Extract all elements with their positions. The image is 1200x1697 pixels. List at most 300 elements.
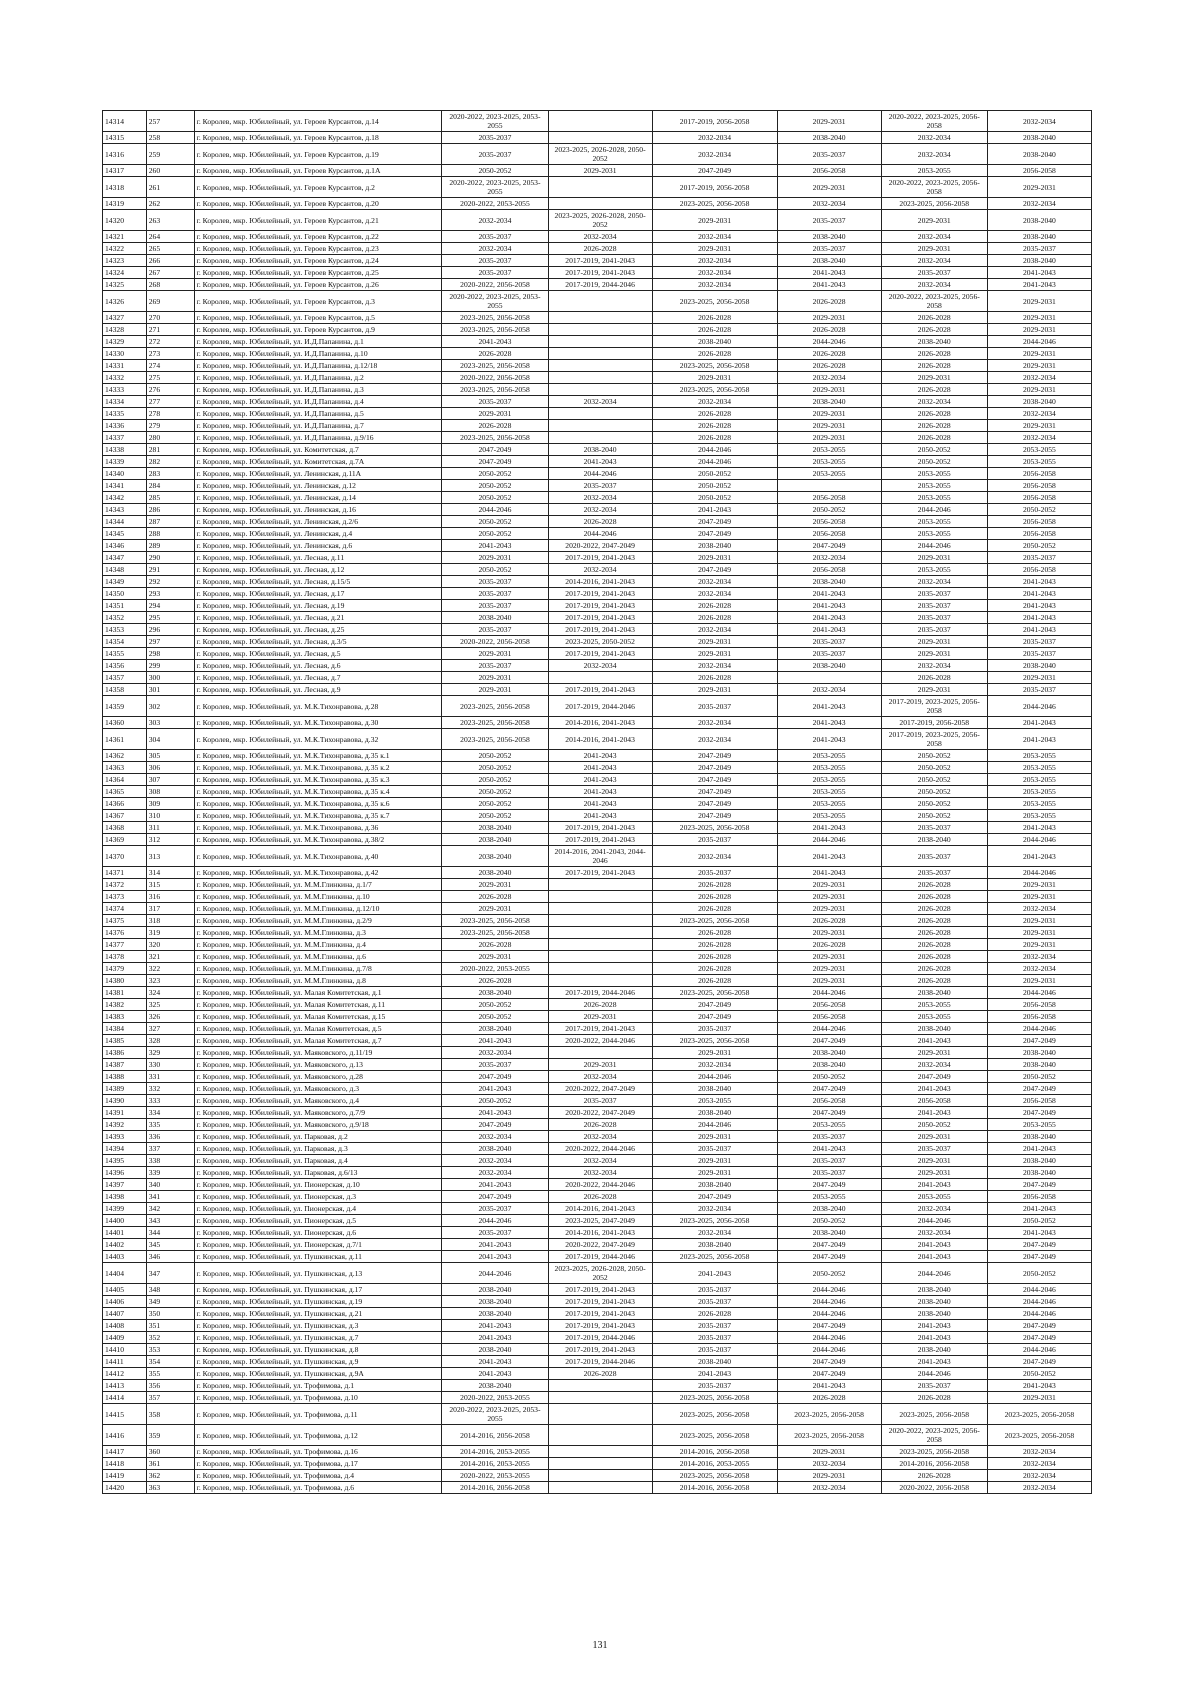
period-cell-2: 2038-2040 — [548, 444, 652, 456]
period-cell-1: 2050-2052 — [442, 1095, 548, 1107]
period-cell-5: 2053-2055 — [881, 564, 987, 576]
period-cell-3: 2050-2052 — [652, 492, 777, 504]
item-number-cell: 353 — [146, 1344, 194, 1356]
address-cell: г. Королев, мкр. Юбилейный, ул. Пушкинская, д.19 — [194, 1296, 442, 1308]
period-cell-6: 2032-2034 — [987, 963, 1091, 975]
period-cell-2: 2023-2025, 2026-2028, 2050-2052 — [548, 144, 652, 165]
period-cell-1: 2038-2040 — [442, 1023, 548, 1035]
row-number-cell: 14346 — [103, 540, 147, 552]
address-cell: г. Королев, мкр. Юбилейный, ул. Трофимова, д.1 — [194, 1380, 442, 1392]
address-cell: г. Королев, мкр. Юбилейный, ул. Героев Курсантов, д.22 — [194, 231, 442, 243]
address-cell: г. Королев, мкр. Юбилейный, ул. И.Д.Папанина, д.1 — [194, 336, 442, 348]
period-cell-1: 2041-2043 — [442, 1356, 548, 1368]
address-cell: г. Королев, мкр. Юбилейный, ул. Ленинская, д.12 — [194, 480, 442, 492]
item-number-cell: 311 — [146, 822, 194, 834]
period-cell-1: 2023-2025, 2056-2058 — [442, 312, 548, 324]
period-cell-4: 2035-2037 — [777, 636, 881, 648]
period-cell-4: 2041-2043 — [777, 1143, 881, 1155]
period-cell-2: 2029-2031 — [548, 165, 652, 177]
period-cell-6: 2050-2052 — [987, 540, 1091, 552]
address-cell: г. Королев, мкр. Юбилейный, ул. Пушкинская, д.9 — [194, 1356, 442, 1368]
period-cell-4: 2041-2043 — [777, 696, 881, 717]
period-cell-4: 2053-2055 — [777, 750, 881, 762]
period-cell-4: 2041-2043 — [777, 822, 881, 834]
period-cell-2: 2017-2019, 2041-2043 — [548, 600, 652, 612]
address-cell: г. Королев, мкр. Юбилейный, ул. Трофимова, д.10 — [194, 1392, 442, 1404]
period-cell-1: 2047-2049 — [442, 1191, 548, 1203]
period-cell-3: 2026-2028 — [652, 612, 777, 624]
period-cell-6: 2032-2034 — [987, 408, 1091, 420]
period-cell-5: 2026-2028 — [881, 915, 987, 927]
period-cell-5: 2032-2034 — [881, 1203, 987, 1215]
period-cell-4: 2041-2043 — [777, 600, 881, 612]
period-cell-4: 2026-2028 — [777, 915, 881, 927]
period-cell-3: 2032-2034 — [652, 255, 777, 267]
period-cell-5: 2026-2028 — [881, 951, 987, 963]
period-cell-1: 2014-2016, 2053-2055 — [442, 1446, 548, 1458]
table-row — [103, 1155, 1092, 1167]
table-row — [103, 324, 1092, 336]
period-cell-6: 2041-2043 — [987, 576, 1091, 588]
period-cell-2: 2017-2019, 2044-2046 — [548, 279, 652, 291]
period-cell-3: 2038-2040 — [652, 1356, 777, 1368]
address-cell: г. Королев, мкр. Юбилейный, ул. Парковая, д.4 — [194, 1155, 442, 1167]
table-row — [103, 1047, 1092, 1059]
table-row — [103, 729, 1092, 750]
table-row — [103, 1470, 1092, 1482]
item-number-cell: 318 — [146, 915, 194, 927]
table-row — [103, 1332, 1092, 1344]
period-cell-1: 2023-2025, 2056-2058 — [442, 432, 548, 444]
row-number-cell: 14344 — [103, 516, 147, 528]
item-number-cell: 340 — [146, 1179, 194, 1191]
period-cell-1: 2029-2031 — [442, 552, 548, 564]
table-row — [103, 696, 1092, 717]
period-cell-4: 2029-2031 — [777, 384, 881, 396]
row-number-cell: 14365 — [103, 786, 147, 798]
period-cell-1: 2026-2028 — [442, 420, 548, 432]
item-number-cell: 332 — [146, 1083, 194, 1095]
table-row — [103, 1392, 1092, 1404]
item-number-cell: 259 — [146, 144, 194, 165]
period-cell-1: 2044-2046 — [442, 1215, 548, 1227]
period-cell-3: 2029-2031 — [652, 210, 777, 231]
period-cell-3: 2029-2031 — [652, 372, 777, 384]
table-row — [103, 1143, 1092, 1155]
period-cell-4: 2056-2058 — [777, 528, 881, 540]
period-cell-3: 2026-2028 — [652, 672, 777, 684]
period-cell-4: 2044-2046 — [777, 834, 881, 846]
period-cell-5: 2053-2055 — [881, 999, 987, 1011]
period-cell-1: 2020-2022, 2053-2055 — [442, 963, 548, 975]
period-cell-1: 2020-2022, 2023-2025, 2053-2055 — [442, 177, 548, 198]
period-cell-5: 2047-2049 — [881, 1071, 987, 1083]
period-cell-5: 2029-2031 — [881, 243, 987, 255]
period-cell-6: 2047-2049 — [987, 1035, 1091, 1047]
period-cell-1: 2023-2025, 2056-2058 — [442, 927, 548, 939]
period-cell-2 — [548, 291, 652, 312]
row-number-cell: 14420 — [103, 1482, 147, 1494]
period-cell-2 — [548, 879, 652, 891]
period-cell-2 — [548, 1047, 652, 1059]
table-row — [103, 1095, 1092, 1107]
period-cell-5: 2038-2040 — [881, 1344, 987, 1356]
item-number-cell: 310 — [146, 810, 194, 822]
period-cell-6: 2056-2058 — [987, 468, 1091, 480]
period-cell-6: 2047-2049 — [987, 1320, 1091, 1332]
address-cell: г. Королев, мкр. Юбилейный, ул. Героев Курсантов, д.5 — [194, 312, 442, 324]
address-cell: г. Королев, мкр. Юбилейный, ул. И.Д.Папанина, д.10 — [194, 348, 442, 360]
table-row — [103, 798, 1092, 810]
address-cell: г. Королев, мкр. Юбилейный, ул. Маяковского, д.28 — [194, 1071, 442, 1083]
row-number-cell: 14337 — [103, 432, 147, 444]
period-cell-3: 2026-2028 — [652, 600, 777, 612]
item-number-cell: 329 — [146, 1047, 194, 1059]
period-cell-5: 2038-2040 — [881, 1284, 987, 1296]
period-cell-4: 2029-2031 — [777, 420, 881, 432]
row-number-cell: 14359 — [103, 696, 147, 717]
table-row — [103, 762, 1092, 774]
period-cell-6: 2044-2046 — [987, 834, 1091, 846]
period-cell-6: 2029-2031 — [987, 384, 1091, 396]
period-cell-3: 2035-2037 — [652, 696, 777, 717]
period-cell-4: 2026-2028 — [777, 1392, 881, 1404]
address-cell: г. Королев, мкр. Юбилейный, ул. Трофимова, д.11 — [194, 1404, 442, 1425]
period-cell-4: 2041-2043 — [777, 1380, 881, 1392]
address-cell: г. Королев, мкр. Юбилейный, ул. Пионерская, д.4 — [194, 1203, 442, 1215]
period-cell-4: 2026-2028 — [777, 939, 881, 951]
period-cell-1: 2050-2052 — [442, 999, 548, 1011]
period-cell-3: 2035-2037 — [652, 867, 777, 879]
period-cell-4: 2029-2031 — [777, 408, 881, 420]
period-cell-4: 2056-2058 — [777, 1095, 881, 1107]
period-cell-2: 2017-2019, 2044-2046 — [548, 696, 652, 717]
table-row — [103, 846, 1092, 867]
period-cell-1: 2032-2034 — [442, 1131, 548, 1143]
table-row — [103, 1284, 1092, 1296]
table-row — [103, 915, 1092, 927]
period-cell-3: 2023-2025, 2056-2058 — [652, 384, 777, 396]
table-row — [103, 564, 1092, 576]
address-cell: г. Королев, мкр. Юбилейный, ул. М.К.Тихонравова, д.35 к.1 — [194, 750, 442, 762]
address-cell: г. Королев, мкр. Юбилейный, ул. Пушкинская, д.7 — [194, 1332, 442, 1344]
address-cell: г. Королев, мкр. Юбилейный, ул. Лесная, д.5 — [194, 648, 442, 660]
period-cell-3: 2047-2049 — [652, 999, 777, 1011]
period-cell-5: 2041-2043 — [881, 1083, 987, 1095]
item-number-cell: 284 — [146, 480, 194, 492]
item-number-cell: 269 — [146, 291, 194, 312]
document-sheet — [102, 110, 1092, 1494]
period-cell-3: 2044-2046 — [652, 444, 777, 456]
period-cell-4: 2041-2043 — [777, 279, 881, 291]
period-cell-6: 2029-2031 — [987, 420, 1091, 432]
period-cell-2: 2017-2019, 2041-2043 — [548, 684, 652, 696]
period-cell-3: 2035-2037 — [652, 1296, 777, 1308]
period-cell-5: 2017-2019, 2023-2025, 2056-2058 — [881, 729, 987, 750]
period-cell-4: 2056-2058 — [777, 492, 881, 504]
item-number-cell: 268 — [146, 279, 194, 291]
period-cell-3: 2029-2031 — [652, 648, 777, 660]
period-cell-2: 2032-2034 — [548, 1071, 652, 1083]
address-cell: г. Королев, мкр. Юбилейный, ул. Малая Комитетская, д.11 — [194, 999, 442, 1011]
period-cell-2 — [548, 903, 652, 915]
period-cell-6: 2029-2031 — [987, 975, 1091, 987]
item-number-cell: 300 — [146, 672, 194, 684]
item-number-cell: 279 — [146, 420, 194, 432]
address-cell: г. Королев, мкр. Юбилейный, ул. Героев Курсантов, д.1А — [194, 165, 442, 177]
period-cell-5: 2041-2043 — [881, 1320, 987, 1332]
period-cell-1: 2047-2049 — [442, 456, 548, 468]
row-number-cell: 14404 — [103, 1263, 147, 1284]
period-cell-3: 2026-2028 — [652, 324, 777, 336]
address-cell: г. Королев, мкр. Юбилейный, ул. М.К.Тихонравова, д.35 к.4 — [194, 786, 442, 798]
period-cell-4: 2029-2031 — [777, 891, 881, 903]
period-cell-3: 2017-2019, 2056-2058 — [652, 111, 777, 132]
period-cell-6: 2053-2055 — [987, 444, 1091, 456]
table-row — [103, 891, 1092, 903]
period-cell-4: 2026-2028 — [777, 291, 881, 312]
period-cell-4: 2050-2052 — [777, 504, 881, 516]
period-cell-4: 2050-2052 — [777, 1215, 881, 1227]
period-cell-2 — [548, 1458, 652, 1470]
period-cell-4: 2032-2034 — [777, 552, 881, 564]
period-cell-3: 2029-2031 — [652, 1167, 777, 1179]
period-cell-2 — [548, 111, 652, 132]
period-cell-2: 2014-2016, 2041-2043 — [548, 576, 652, 588]
row-number-cell: 14388 — [103, 1071, 147, 1083]
period-cell-3: 2032-2034 — [652, 846, 777, 867]
period-cell-1: 2029-2031 — [442, 648, 548, 660]
table-row — [103, 291, 1092, 312]
table-row — [103, 786, 1092, 798]
period-cell-5: 2056-2058 — [881, 1095, 987, 1107]
period-cell-6: 2041-2043 — [987, 267, 1091, 279]
period-cell-1: 2020-2022, 2023-2025, 2053-2055 — [442, 111, 548, 132]
period-cell-2: 2023-2025, 2047-2049 — [548, 1215, 652, 1227]
period-cell-6: 2035-2037 — [987, 684, 1091, 696]
period-cell-4: 2023-2025, 2056-2058 — [777, 1425, 881, 1446]
address-cell: г. Королев, мкр. Юбилейный, ул. М.К.Тихонравова, д.40 — [194, 846, 442, 867]
period-cell-4: 2047-2049 — [777, 1035, 881, 1047]
period-cell-5: 2044-2046 — [881, 1368, 987, 1380]
period-cell-6: 2053-2055 — [987, 456, 1091, 468]
item-number-cell: 346 — [146, 1251, 194, 1263]
period-cell-3: 2053-2055 — [652, 1095, 777, 1107]
period-cell-2: 2017-2019, 2041-2043 — [548, 1023, 652, 1035]
period-cell-6: 2047-2049 — [987, 1179, 1091, 1191]
address-cell: г. Королев, мкр. Юбилейный, ул. Лесная, д.6 — [194, 660, 442, 672]
period-cell-5: 2026-2028 — [881, 420, 987, 432]
period-cell-6: 2038-2040 — [987, 1059, 1091, 1071]
period-cell-4: 2029-2031 — [777, 1470, 881, 1482]
period-cell-6: 2029-2031 — [987, 348, 1091, 360]
table-row — [103, 444, 1092, 456]
row-number-cell: 14415 — [103, 1404, 147, 1425]
period-cell-3: 2047-2049 — [652, 1191, 777, 1203]
item-number-cell: 289 — [146, 540, 194, 552]
row-number-cell: 14372 — [103, 879, 147, 891]
period-cell-5: 2029-2031 — [881, 684, 987, 696]
period-cell-5: 2029-2031 — [881, 636, 987, 648]
address-cell: г. Королев, мкр. Юбилейный, ул. Маяковского, д.13 — [194, 1059, 442, 1071]
address-cell: г. Королев, мкр. Юбилейный, ул. Пушкинская, д.13 — [194, 1263, 442, 1284]
period-cell-2: 2041-2043 — [548, 810, 652, 822]
period-cell-1: 2050-2052 — [442, 492, 548, 504]
period-cell-4: 2032-2034 — [777, 1482, 881, 1494]
item-number-cell: 363 — [146, 1482, 194, 1494]
address-cell: г. Королев, мкр. Юбилейный, ул. Пионерская, д.3 — [194, 1191, 442, 1203]
period-cell-5: 2020-2022, 2023-2025, 2056-2058 — [881, 177, 987, 198]
period-cell-5: 2050-2052 — [881, 786, 987, 798]
period-cell-1: 2041-2043 — [442, 1239, 548, 1251]
period-cell-4: 2038-2040 — [777, 576, 881, 588]
period-cell-1: 2026-2028 — [442, 891, 548, 903]
period-cell-2: 2041-2043 — [548, 750, 652, 762]
period-cell-5: 2026-2028 — [881, 1470, 987, 1482]
period-cell-2: 2017-2019, 2041-2043 — [548, 588, 652, 600]
address-cell: г. Королев, мкр. Юбилейный, ул. И.Д.Папанина, д.9/16 — [194, 432, 442, 444]
period-cell-6: 2029-2031 — [987, 291, 1091, 312]
item-number-cell: 333 — [146, 1095, 194, 1107]
period-cell-2 — [548, 336, 652, 348]
period-cell-1: 2029-2031 — [442, 879, 548, 891]
address-cell: г. Королев, мкр. Юбилейный, ул. Трофимова, д.12 — [194, 1425, 442, 1446]
period-cell-4: 2029-2031 — [777, 963, 881, 975]
period-cell-1: 2020-2022, 2053-2055 — [442, 1470, 548, 1482]
table-row — [103, 1023, 1092, 1035]
item-number-cell: 290 — [146, 552, 194, 564]
period-cell-4: 2056-2058 — [777, 516, 881, 528]
item-number-cell: 276 — [146, 384, 194, 396]
item-number-cell: 280 — [146, 432, 194, 444]
address-cell: г. Королев, мкр. Юбилейный, ул. Лесная, д.12 — [194, 564, 442, 576]
row-number-cell: 14355 — [103, 648, 147, 660]
period-cell-5: 2035-2037 — [881, 624, 987, 636]
period-cell-3: 2023-2025, 2056-2058 — [652, 291, 777, 312]
period-cell-2: 2026-2028 — [548, 516, 652, 528]
period-cell-2: 2035-2037 — [548, 1095, 652, 1107]
table-row — [103, 267, 1092, 279]
item-number-cell: 298 — [146, 648, 194, 660]
period-cell-1: 2038-2040 — [442, 834, 548, 846]
period-cell-4: 2029-2031 — [777, 951, 881, 963]
row-number-cell: 14353 — [103, 624, 147, 636]
item-number-cell: 306 — [146, 762, 194, 774]
period-cell-2: 2041-2043 — [548, 786, 652, 798]
period-cell-2: 2032-2034 — [548, 564, 652, 576]
period-cell-6: 2029-2031 — [987, 879, 1091, 891]
period-cell-3: 2038-2040 — [652, 1179, 777, 1191]
period-cell-6: 2032-2034 — [987, 1446, 1091, 1458]
row-number-cell: 14361 — [103, 729, 147, 750]
row-number-cell: 14407 — [103, 1308, 147, 1320]
address-cell: г. Королев, мкр. Юбилейный, ул. М.М.Глинкина, д.1/7 — [194, 879, 442, 891]
address-cell: г. Королев, мкр. Юбилейный, ул. И.Д.Папанина, д.12/18 — [194, 360, 442, 372]
table-row — [103, 348, 1092, 360]
period-cell-5: 2041-2043 — [881, 1239, 987, 1251]
row-number-cell: 14341 — [103, 480, 147, 492]
period-cell-1: 2035-2037 — [442, 1203, 548, 1215]
period-cell-1: 2050-2052 — [442, 480, 548, 492]
row-number-cell: 14332 — [103, 372, 147, 384]
address-cell: г. Королев, мкр. Юбилейный, ул. Героев Курсантов, д.24 — [194, 255, 442, 267]
period-cell-6: 2023-2025, 2056-2058 — [987, 1425, 1091, 1446]
table-row — [103, 1035, 1092, 1047]
period-cell-1: 2035-2037 — [442, 600, 548, 612]
row-number-cell: 14349 — [103, 576, 147, 588]
table-row — [103, 774, 1092, 786]
period-cell-4: 2038-2040 — [777, 132, 881, 144]
item-number-cell: 349 — [146, 1296, 194, 1308]
period-cell-5: 2032-2034 — [881, 132, 987, 144]
period-cell-3: 2026-2028 — [652, 408, 777, 420]
table-row — [103, 492, 1092, 504]
item-number-cell: 270 — [146, 312, 194, 324]
period-cell-2: 2041-2043 — [548, 798, 652, 810]
address-cell: г. Королев, мкр. Юбилейный, ул. М.К.Тихонравова, д.35 к.3 — [194, 774, 442, 786]
row-number-cell: 14357 — [103, 672, 147, 684]
period-cell-2: 2020-2022, 2047-2049 — [548, 1083, 652, 1095]
period-cell-3: 2029-2031 — [652, 636, 777, 648]
period-cell-1: 2038-2040 — [442, 822, 548, 834]
period-cell-4: 2053-2055 — [777, 444, 881, 456]
row-number-cell: 14403 — [103, 1251, 147, 1263]
item-number-cell: 362 — [146, 1470, 194, 1482]
period-cell-6: 2050-2052 — [987, 1071, 1091, 1083]
row-number-cell: 14330 — [103, 348, 147, 360]
period-cell-4: 2047-2049 — [777, 540, 881, 552]
period-cell-3: 2047-2049 — [652, 786, 777, 798]
item-number-cell: 303 — [146, 717, 194, 729]
item-number-cell: 297 — [146, 636, 194, 648]
item-number-cell: 352 — [146, 1332, 194, 1344]
period-cell-2: 2020-2022, 2044-2046 — [548, 1143, 652, 1155]
address-cell: г. Королев, мкр. Юбилейный, ул. И.Д.Папанина, д.4 — [194, 396, 442, 408]
period-cell-1: 2023-2025, 2056-2058 — [442, 384, 548, 396]
period-cell-1: 2041-2043 — [442, 1179, 548, 1191]
address-cell: г. Королев, мкр. Юбилейный, ул. М.К.Тихонравова, д.36 — [194, 822, 442, 834]
period-cell-4: 2041-2043 — [777, 846, 881, 867]
period-cell-5: 2032-2034 — [881, 279, 987, 291]
period-cell-6: 2032-2034 — [987, 198, 1091, 210]
period-cell-2: 2017-2019, 2041-2043 — [548, 1284, 652, 1296]
period-cell-3: 2038-2040 — [652, 1239, 777, 1251]
row-number-cell: 14350 — [103, 588, 147, 600]
period-cell-5: 2050-2052 — [881, 456, 987, 468]
item-number-cell: 336 — [146, 1131, 194, 1143]
address-cell: г. Королев, мкр. Юбилейный, ул. М.К.Тихонравова, д.30 — [194, 717, 442, 729]
row-number-cell: 14399 — [103, 1203, 147, 1215]
period-cell-3: 2026-2028 — [652, 879, 777, 891]
item-number-cell: 263 — [146, 210, 194, 231]
period-cell-4: 2044-2046 — [777, 1332, 881, 1344]
period-cell-5: 2026-2028 — [881, 384, 987, 396]
period-cell-4: 2041-2043 — [777, 729, 881, 750]
period-cell-4: 2047-2049 — [777, 1239, 881, 1251]
period-cell-1: 2044-2046 — [442, 504, 548, 516]
period-cell-5: 2023-2025, 2056-2058 — [881, 1446, 987, 1458]
period-cell-1: 2050-2052 — [442, 165, 548, 177]
period-cell-6: 2044-2046 — [987, 1308, 1091, 1320]
period-cell-5: 2035-2037 — [881, 867, 987, 879]
period-cell-1: 2035-2037 — [442, 624, 548, 636]
period-cell-5: 2026-2028 — [881, 324, 987, 336]
period-cell-3: 2023-2025, 2056-2058 — [652, 1035, 777, 1047]
period-cell-1: 2020-2022, 2023-2025, 2053-2055 — [442, 291, 548, 312]
period-cell-4: 2038-2040 — [777, 255, 881, 267]
item-number-cell: 338 — [146, 1155, 194, 1167]
table-row — [103, 1131, 1092, 1143]
